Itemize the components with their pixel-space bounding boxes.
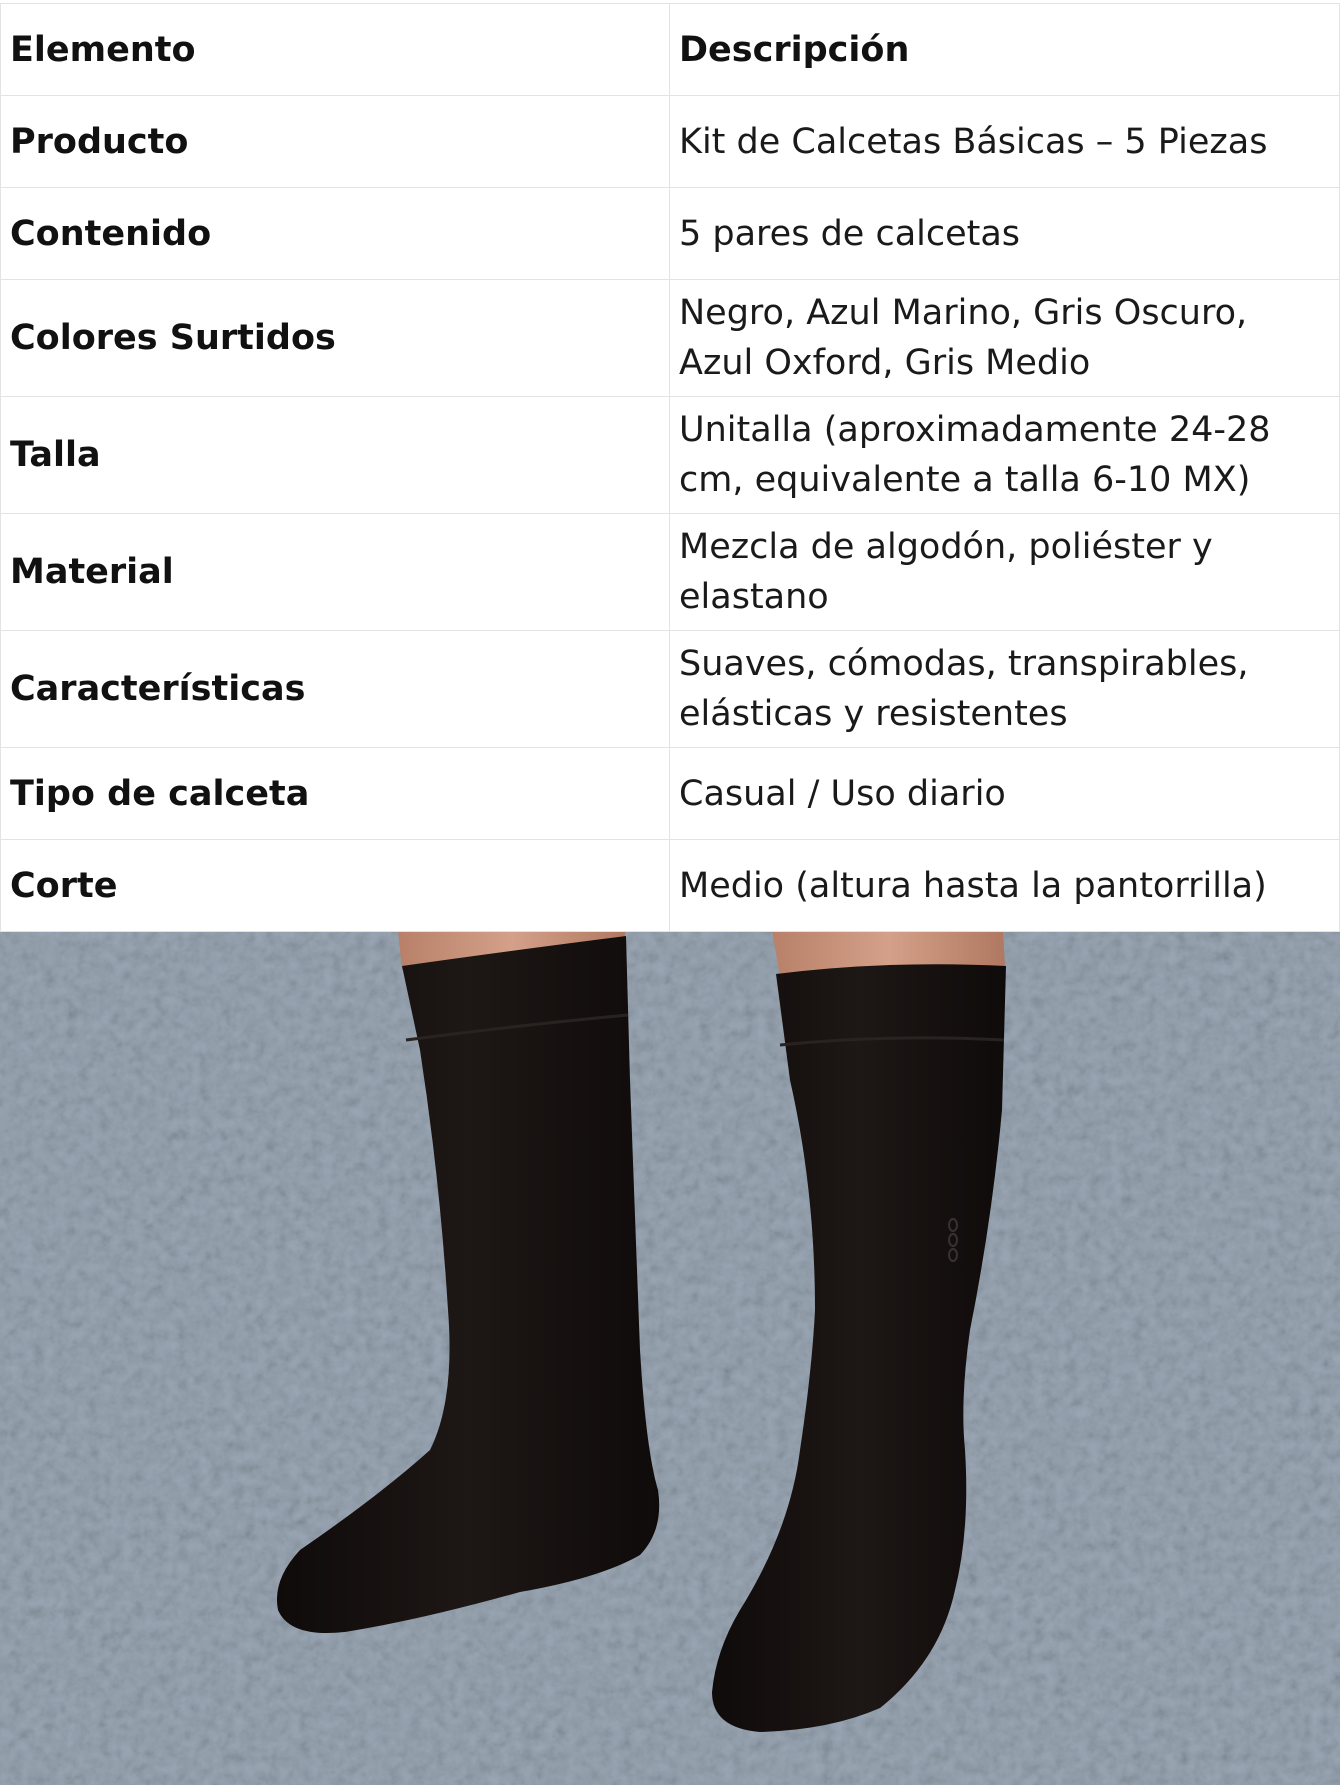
table-header-row	[1, 4, 1340, 96]
row-label: Contenido	[1, 188, 670, 280]
row-value: Unitalla (aproximadamente 24-28 cm, equivalente a talla 6-10 MX)	[670, 397, 1340, 514]
row-value: 5 pares de calcetas	[670, 188, 1340, 280]
row-label: Características	[1, 631, 670, 748]
row-label: Material	[1, 514, 670, 631]
table-row	[1, 840, 1340, 932]
table-row	[1, 397, 1340, 514]
row-label: Colores Surtidos	[1, 280, 670, 397]
row-value: Mezcla de algodón, poliéster y elastano	[670, 514, 1340, 631]
row-label: Corte	[1, 840, 670, 932]
product-spec-table	[0, 3, 1340, 932]
product-photo	[0, 930, 1340, 1785]
row-value: Kit de Calcetas Básicas – 5 Piezas	[670, 96, 1340, 188]
row-label: Tipo de calceta	[1, 748, 670, 840]
row-value: Medio (altura hasta la pantorrilla)	[670, 840, 1340, 932]
row-value: Casual / Uso diario	[670, 748, 1340, 840]
socks-illustration	[0, 930, 1340, 1785]
row-value: Negro, Azul Marino, Gris Oscuro, Azul Oxford, Gris Medio	[670, 280, 1340, 397]
table-row	[1, 188, 1340, 280]
row-label: Producto	[1, 96, 670, 188]
row-value: Suaves, cómodas, transpirables, elásticas y resistentes	[670, 631, 1340, 748]
row-label: Talla	[1, 397, 670, 514]
table-row	[1, 631, 1340, 748]
table-row	[1, 514, 1340, 631]
table-row	[1, 96, 1340, 188]
photo-backdrop	[0, 930, 1340, 1785]
table-row	[1, 280, 1340, 397]
header-element: Elemento	[1, 4, 670, 96]
header-description: Descripción	[670, 4, 1340, 96]
table-row	[1, 748, 1340, 840]
